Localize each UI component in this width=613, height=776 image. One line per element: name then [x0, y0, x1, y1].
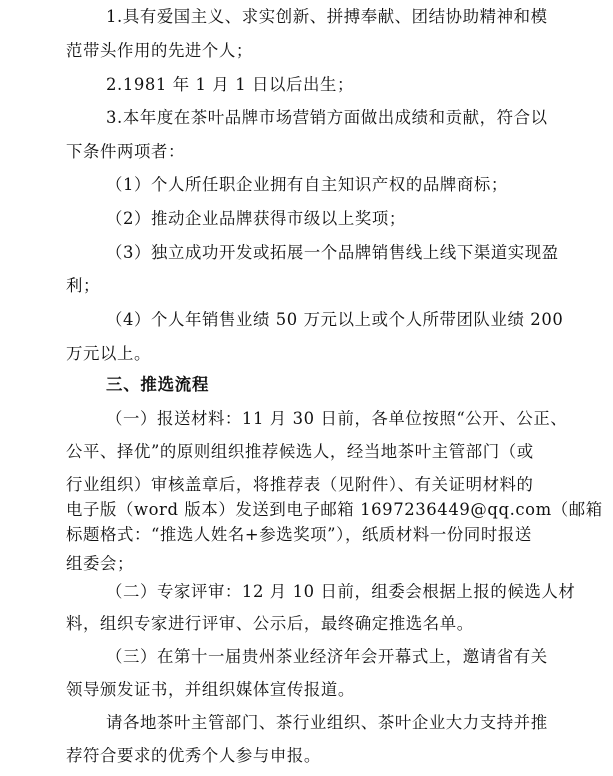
criterion-3-line-1: 3.本年度在茶叶品牌市场营销方面做出成绩和贡献，符合以	[106, 108, 548, 127]
condition-4-line-1: （4）个人年销售业绩 50 万元以上或个人所带团队业绩 200	[106, 310, 564, 329]
criterion-1-line-2: 范带头作用的先进个人；	[66, 41, 253, 60]
condition-4-line-2: 万元以上。	[66, 344, 151, 363]
condition-2: （2）推动企业品牌获得市级以上奖项；	[106, 209, 406, 228]
step-1-line-6: 组委会；	[66, 554, 134, 573]
closing-line-2: 荐符合要求的优秀个人参与申报。	[66, 746, 321, 765]
criterion-2: 2.1981 年 1 月 1 日以后出生；	[106, 75, 354, 94]
step-1-line-2: 公平、择优”的原则组织推荐候选人，经当地茶叶主管部门（或	[66, 442, 534, 461]
step-1-line-5: 标题格式：“推选人姓名+参选奖项”），纸质材料一份同时报送	[66, 525, 532, 544]
condition-3-line-2: 利；	[66, 276, 100, 295]
section-heading: 三、推选流程	[106, 375, 210, 394]
step-3-line-1: （三）在第十一届贵州茶业经济年会开幕式上，邀请省有关	[106, 647, 548, 666]
criterion-3-line-2: 下条件两项者：	[66, 142, 185, 161]
step-2-line-1: （二）专家评审：12 月 10 日前，组委会根据上报的候选人材	[106, 582, 576, 601]
step-3-line-2: 领导颁发证书，并组织媒体宣传报道。	[66, 680, 355, 699]
step-1-line-3: 行业组织）审核盖章后，将推荐表（见附件）、有关证明材料的	[66, 475, 534, 494]
step-1-line-1: （一）报送材料：11 月 30 日前，各单位按照“公开、公正、	[106, 409, 568, 428]
closing-line-1: 请各地茶叶主管部门、茶行业组织、茶叶企业大力支持并推	[106, 713, 548, 732]
criterion-1-line-1: 1.具有爱国主义、求实创新、拼搏奉献、团结协助精神和模	[106, 7, 548, 26]
step-2-line-2: 料，组织专家进行评审、公示后，最终确定推选名单。	[66, 614, 474, 633]
step-1-line-4: 电子版（word 版本）发送到电子邮箱 1697236449@qq.com（邮箱	[66, 500, 603, 519]
condition-3-line-1: （3）独立成功开发或拓展一个品牌销售线上线下渠道实现盈	[106, 243, 559, 262]
condition-1: （1）个人所任职企业拥有自主知识产权的品牌商标；	[106, 175, 508, 194]
